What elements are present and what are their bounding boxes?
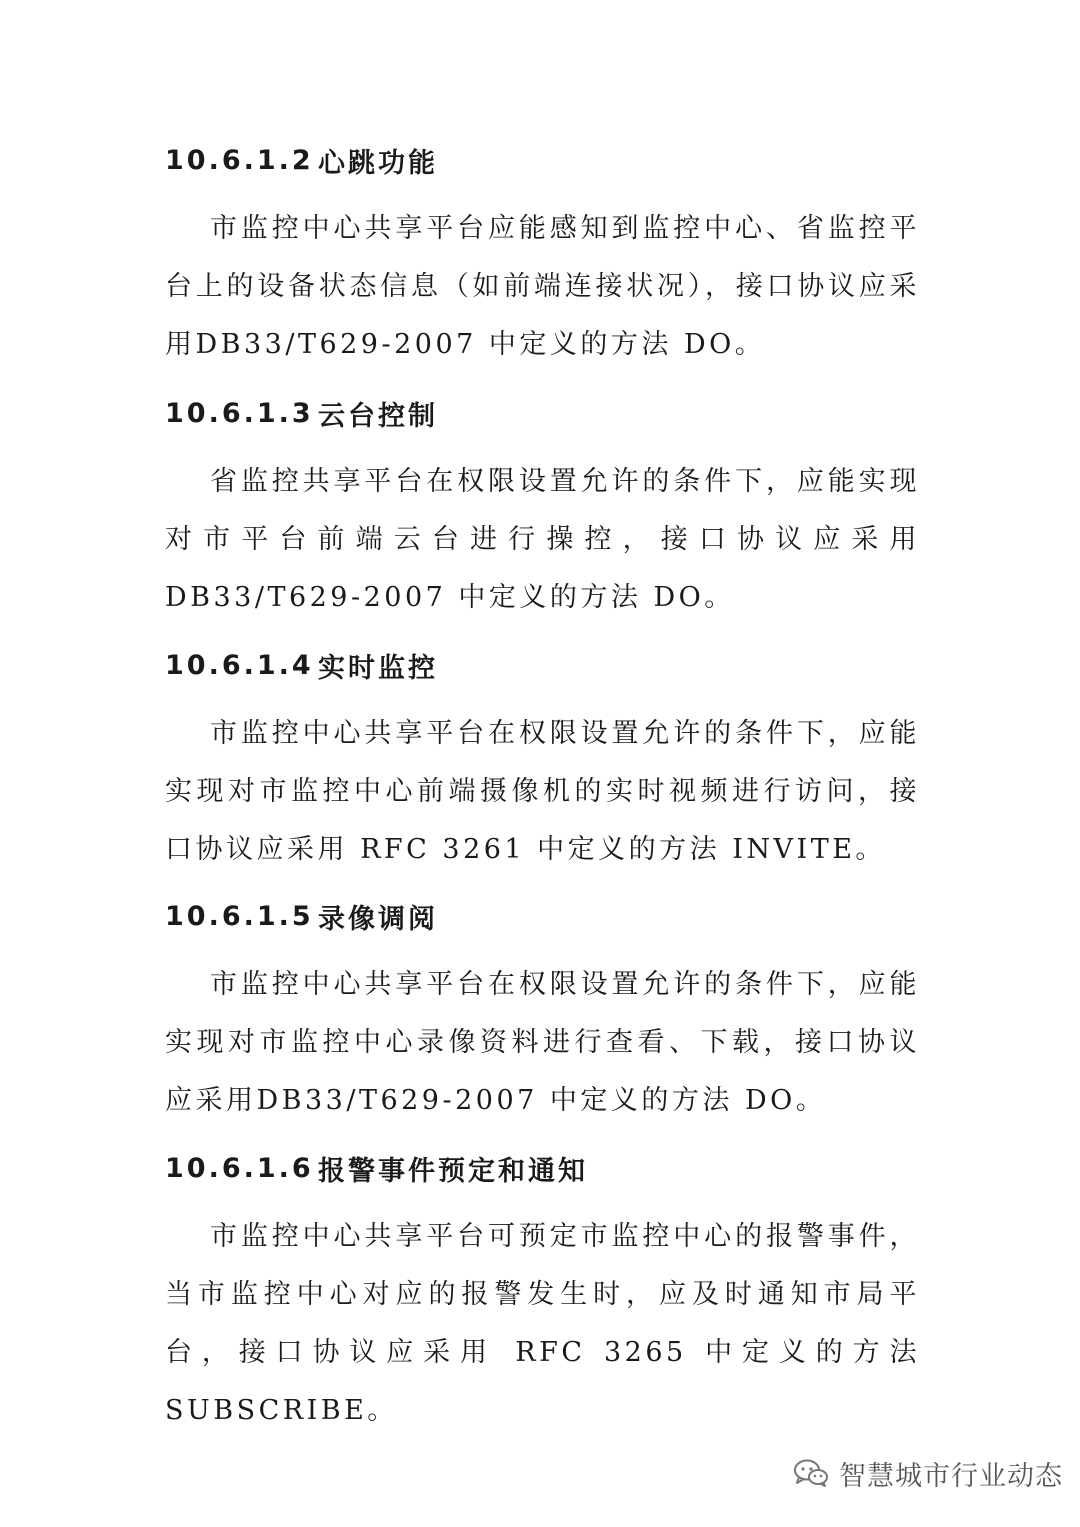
section-title: 录像调阅 bbox=[318, 903, 438, 935]
wechat-watermark bbox=[793, 1451, 1063, 1495]
section-body: 市监控中心共享平台可预定市监控中心的报警事件，当市监控中心对应的报警发生时，应及时通知市局平台，接口协议应采用 RFC 3265 中定义的方法 SUBSCRIBE。 bbox=[165, 1221, 920, 1426]
section-title: 报警事件预定和通知 bbox=[318, 1155, 588, 1187]
section-heading bbox=[165, 393, 920, 433]
section-body: 市监控中心共享平台在权限设置允许的条件下，应能实现对市监控中心前端摄像机的实时视频进行访问，接口协议应采用 RFC 3261 中定义的方法 INVITE。 bbox=[165, 718, 920, 865]
section-body: 省监控共享平台在权限设置允许的条件下，应能实现对市平台前端云台进行操控，接口协议应采用 DB33/T629-2007 中定义的方法 DO。 bbox=[165, 466, 920, 613]
wechat-icon bbox=[793, 1458, 829, 1488]
section-number: 10.6.1.3 bbox=[165, 397, 314, 429]
section-heading bbox=[165, 140, 920, 180]
section-number: 10.6.1.5 bbox=[165, 900, 314, 932]
section-10-6-1-2 bbox=[165, 140, 920, 374]
section-10-6-1-6 bbox=[165, 1148, 920, 1440]
section-body: 市监控中心共享平台在权限设置允许的条件下，应能实现对市监控中心录像资料进行查看、下载，接口协议应采用DB33/T629-2007 中定义的方法 DO。 bbox=[165, 969, 920, 1116]
section-title: 心跳功能 bbox=[318, 147, 438, 179]
section-title: 实时监控 bbox=[318, 652, 438, 684]
section-title: 云台控制 bbox=[318, 400, 438, 432]
section-body: 市监控中心共享平台应能感知到监控中心、省监控平台上的设备状态信息（如前端连接状况），接口协议应采用DB33/T629-2007 中定义的方法 DO。 bbox=[165, 213, 920, 360]
section-10-6-1-5 bbox=[165, 896, 920, 1130]
section-10-6-1-3 bbox=[165, 393, 920, 627]
section-heading bbox=[165, 645, 920, 685]
watermark-text: 智慧城市行业动态 bbox=[839, 1460, 1063, 1492]
section-10-6-1-4 bbox=[165, 645, 920, 879]
section-number: 10.6.1.2 bbox=[165, 144, 314, 176]
section-number: 10.6.1.6 bbox=[165, 1152, 314, 1184]
section-heading bbox=[165, 1148, 920, 1188]
section-number: 10.6.1.4 bbox=[165, 649, 314, 681]
section-heading bbox=[165, 896, 920, 936]
